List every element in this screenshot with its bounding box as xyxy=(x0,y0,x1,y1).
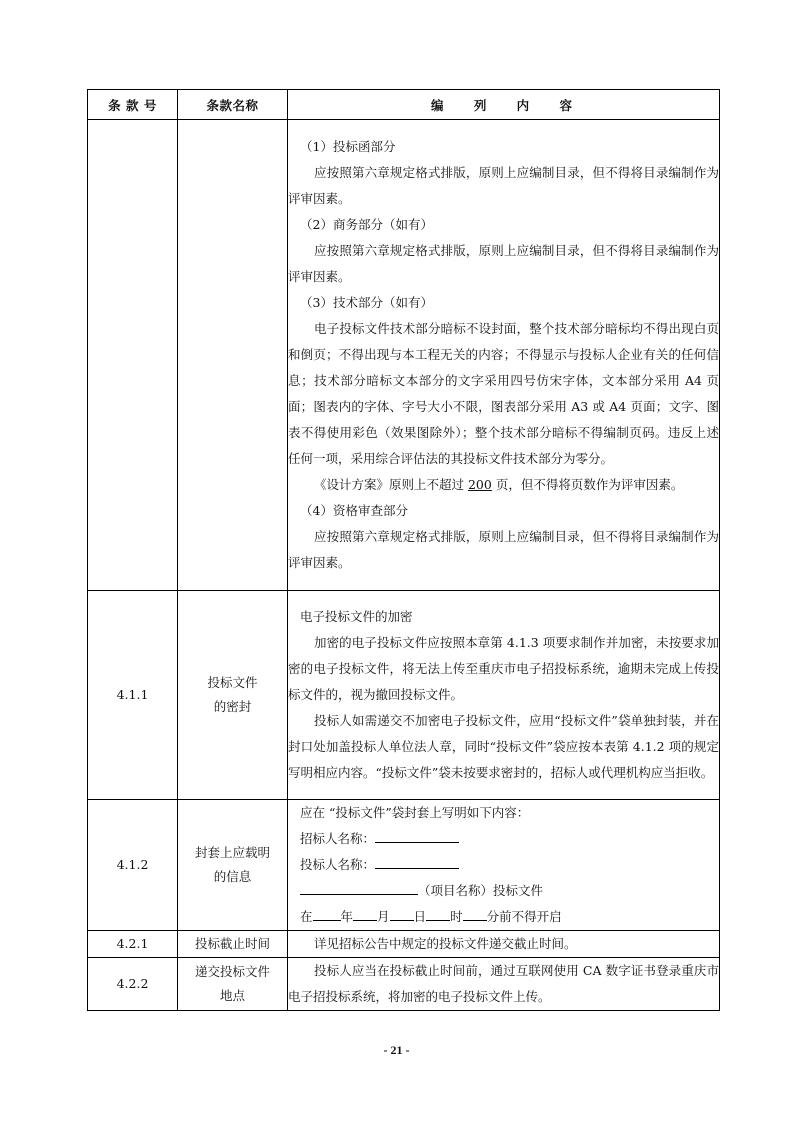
form-line: （项目名称）投标文件 xyxy=(288,878,719,904)
table-header-row xyxy=(88,90,720,120)
clause-content xyxy=(288,931,720,958)
table-row xyxy=(88,591,720,800)
paragraph: 加密的电子投标文件应按照本章第 4.1.3 项要求制作并加密，未按要求加密的电子投标文件，将无法上传至重庆市电子招投标系统，逾期未完成上传投标文件的，视为撤回投标文件。 xyxy=(288,635,719,702)
clause-number: 4.1.2 xyxy=(88,800,178,931)
clause-content xyxy=(288,800,720,931)
page-limit-number: 200 xyxy=(467,477,492,492)
form-line: 招标人名称： xyxy=(288,826,719,852)
clause-number: 4.2.2 xyxy=(88,958,178,1011)
paragraph: 应按照第六章规定格式排版，原则上应编制目录，但不得将目录编制作为评审因素。 xyxy=(288,529,719,570)
clause-name: 投标文件 的密封 xyxy=(178,591,288,800)
form-line: 在 年 月 日 时 分前不得开启 xyxy=(288,904,719,930)
paragraph: 应在 “投标文件”袋封套上写明如下内容： xyxy=(300,805,530,820)
paragraph: 投标人应当在投标截止时间前，通过互联网使用 CA 数字证书登录重庆市电子招投标系统，将加密的电子投标文件上传。 xyxy=(288,963,719,1004)
blank-line xyxy=(375,827,459,843)
clause-number: 4.1.1 xyxy=(88,591,178,800)
paragraph: 电子投标文件技术部分暗标不设封面，整个技术部分暗标均不得出现白页和倒页；不得出现与本工程无关的内容；不得显示与投标人企业有关的任何信息；技术部分暗标文本部分的文字采用四号仿宋字体，文本部分采用 A4 页面；图表内的字体、字号大小不限，图表部分采用 A3 或 A4 页面；文字、图表不得使用彩色（效果图除外）；整个技术部分暗标不得编制页码。违反上述任何一项，采用综合评估法的其投标文件技术部分为零分。 xyxy=(288,321,719,466)
paragraph: 电子投标文件的加密 xyxy=(300,609,413,624)
blank-line xyxy=(375,853,459,869)
page-number: - 21 - xyxy=(383,1043,410,1057)
clause-table xyxy=(87,89,720,1011)
paragraph: 详见招标公告中规定的投标文件递交截止时间。 xyxy=(314,936,577,951)
paragraph: 投标人如需递交不加密电子投标文件，应用“投标文件”袋单独封装，并在封口处加盖投标人单位法人章，同时“投标文件”袋应按本表第 4.1.2 项的规定写明相应内容。“投标文件”袋未按要求密封的，招标人或代理机构应当拒收。 xyxy=(288,713,719,780)
clause-name: 投标截止时间 xyxy=(178,931,288,958)
header-clause-number: 条 款 号 xyxy=(88,90,178,120)
section-heading: （3）技术部分（如有） xyxy=(300,295,433,310)
section-heading: （1）投标函部分 xyxy=(300,139,396,154)
table-row xyxy=(88,958,720,1011)
header-clause-name: 条款名称 xyxy=(178,90,288,120)
section-heading: （2）商务部分（如有） xyxy=(300,217,433,232)
clause-name: 递交投标文件 地点 xyxy=(178,958,288,1011)
paragraph: 应按照第六章规定格式排版，原则上应编制目录，但不得将目录编制作为评审因素。 xyxy=(288,243,719,284)
clause-number: 4.2.1 xyxy=(88,931,178,958)
blank-line xyxy=(300,879,418,895)
clause-content xyxy=(288,591,720,800)
table-row xyxy=(88,120,720,591)
paragraph: 《设计方案》原则上不超过 200 页，但不得将页数作为评审因素。 xyxy=(314,477,684,492)
row1-content xyxy=(288,120,720,591)
header-content: 编 列 内 容 xyxy=(288,90,720,120)
section-heading: （4）资格审查部分 xyxy=(300,503,408,518)
clause-name: 封套上应载明 的信息 xyxy=(178,800,288,931)
table-row xyxy=(88,931,720,958)
clause-content xyxy=(288,958,720,1011)
form-line: 投标人名称： xyxy=(288,852,719,878)
table-row xyxy=(88,800,720,931)
paragraph: 应按照第六章规定格式排版，原则上应编制目录，但不得将目录编制作为评审因素。 xyxy=(288,165,719,206)
